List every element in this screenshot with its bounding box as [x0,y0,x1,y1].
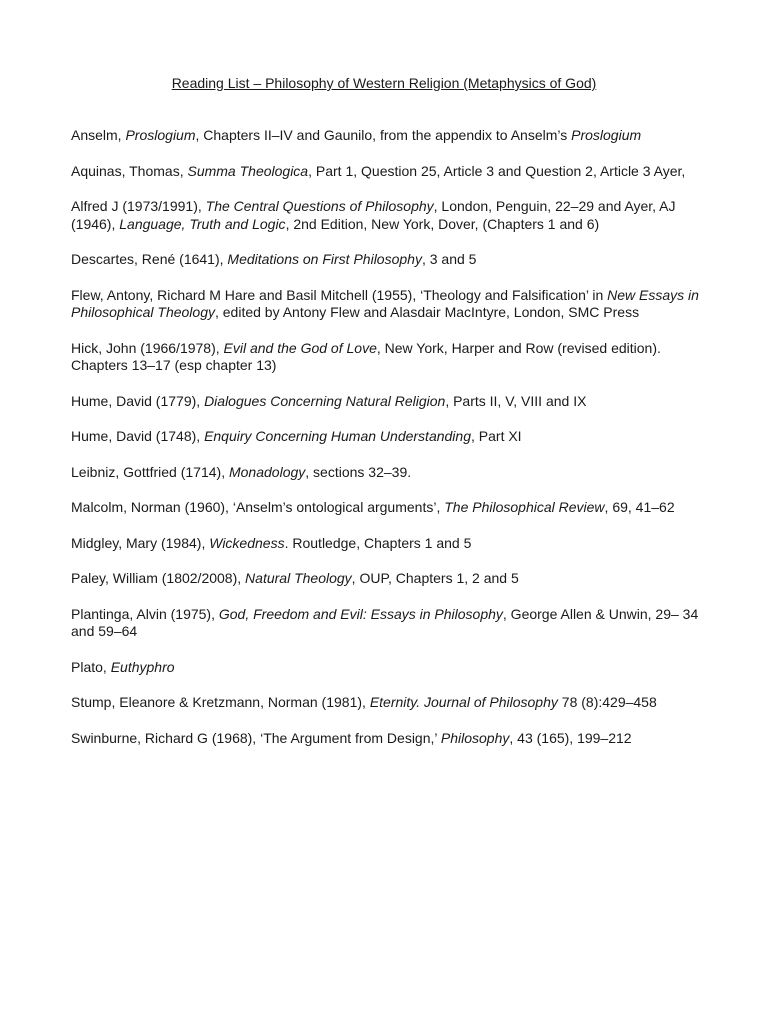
reading-entry-hume-enquiry: Hume, David (1748), Enquiry Concerning Human Understanding, Part XI [71,428,522,444]
reading-entry-stump: Stump, Eleanore & Kretzmann, Norman (1981), Eternity. Journal of Philosophy 78 (8):429–458 [71,694,657,710]
reading-entry-aquinas: Aquinas, Thomas, Summa Theologica, Part 1, Question 25, Article 3 and Question 2, Article 3 Ayer, [71,162,686,179]
reading-entry-ayer: Alfred J (1973/1991), The Central Questions of Philosophy, London, Penguin, 22–29 and Ayer, AJ (1946), Language, Truth and Logic, 2nd Edition, New York, Dover, (Chapters 1 and 6) [71,198,676,232]
reading-list [71,127,711,765]
reading-entry-midgley: Midgley, Mary (1984), Wickedness. Routledge, Chapters 1 and 5 [71,534,472,551]
reading-entry-descartes: Descartes, René (1641), Meditations on First Philosophy, 3 and 5 [71,251,477,267]
reading-entry-paley: Paley, William (1802/2008), Natural Theology, OUP, Chapters 1, 2 and 5 [71,570,519,586]
reading-entry-anselm: Anselm, Proslogium, Chapters II–IV and Gaunilo, from the appendix to Anselm’s Proslogium [71,127,642,143]
reading-entry-plantinga: Plantinga, Alvin (1975), God, Freedom and Evil: Essays in Philosophy, George Allen & Unwin, 29– 34 and 59–64 [71,605,699,639]
reading-entry-hume-dialogues: Hume, David (1779), Dialogues Concerning Natural Religion, Parts II, V, VIII and IX [71,392,587,409]
page-title: Reading List – Philosophy of Western Religion (Metaphysics of God) [171,75,597,91]
reading-entry-flew: Flew, Antony, Richard M Hare and Basil Mitchell (1955), ‘Theology and Falsification’ in New Essays in Philosophical Theology, edited by Antony Flew and Alasdair MacIntyre, London, SMC Press [71,286,699,320]
reading-entry-swinburne: Swinburne, Richard G (1968), ‘The Argument from Design,’ Philosophy, 43 (165), 199–212 [71,729,632,746]
reading-entry-leibniz: Leibniz, Gottfried (1714), Monadology, sections 32–39. [71,463,412,480]
reading-entry-malcolm: Malcolm, Norman (1960), ‘Anselm’s ontological arguments’, The Philosophical Review, 69, 41–62 [71,499,675,515]
reading-entry-plato: Plato, Euthyphro [71,658,175,675]
reading-entry-hick: Hick, John (1966/1978), Evil and the God of Love, New York, Harper and Row (revised edition). Chapters 13–17 (esp chapter 13) [71,339,661,373]
